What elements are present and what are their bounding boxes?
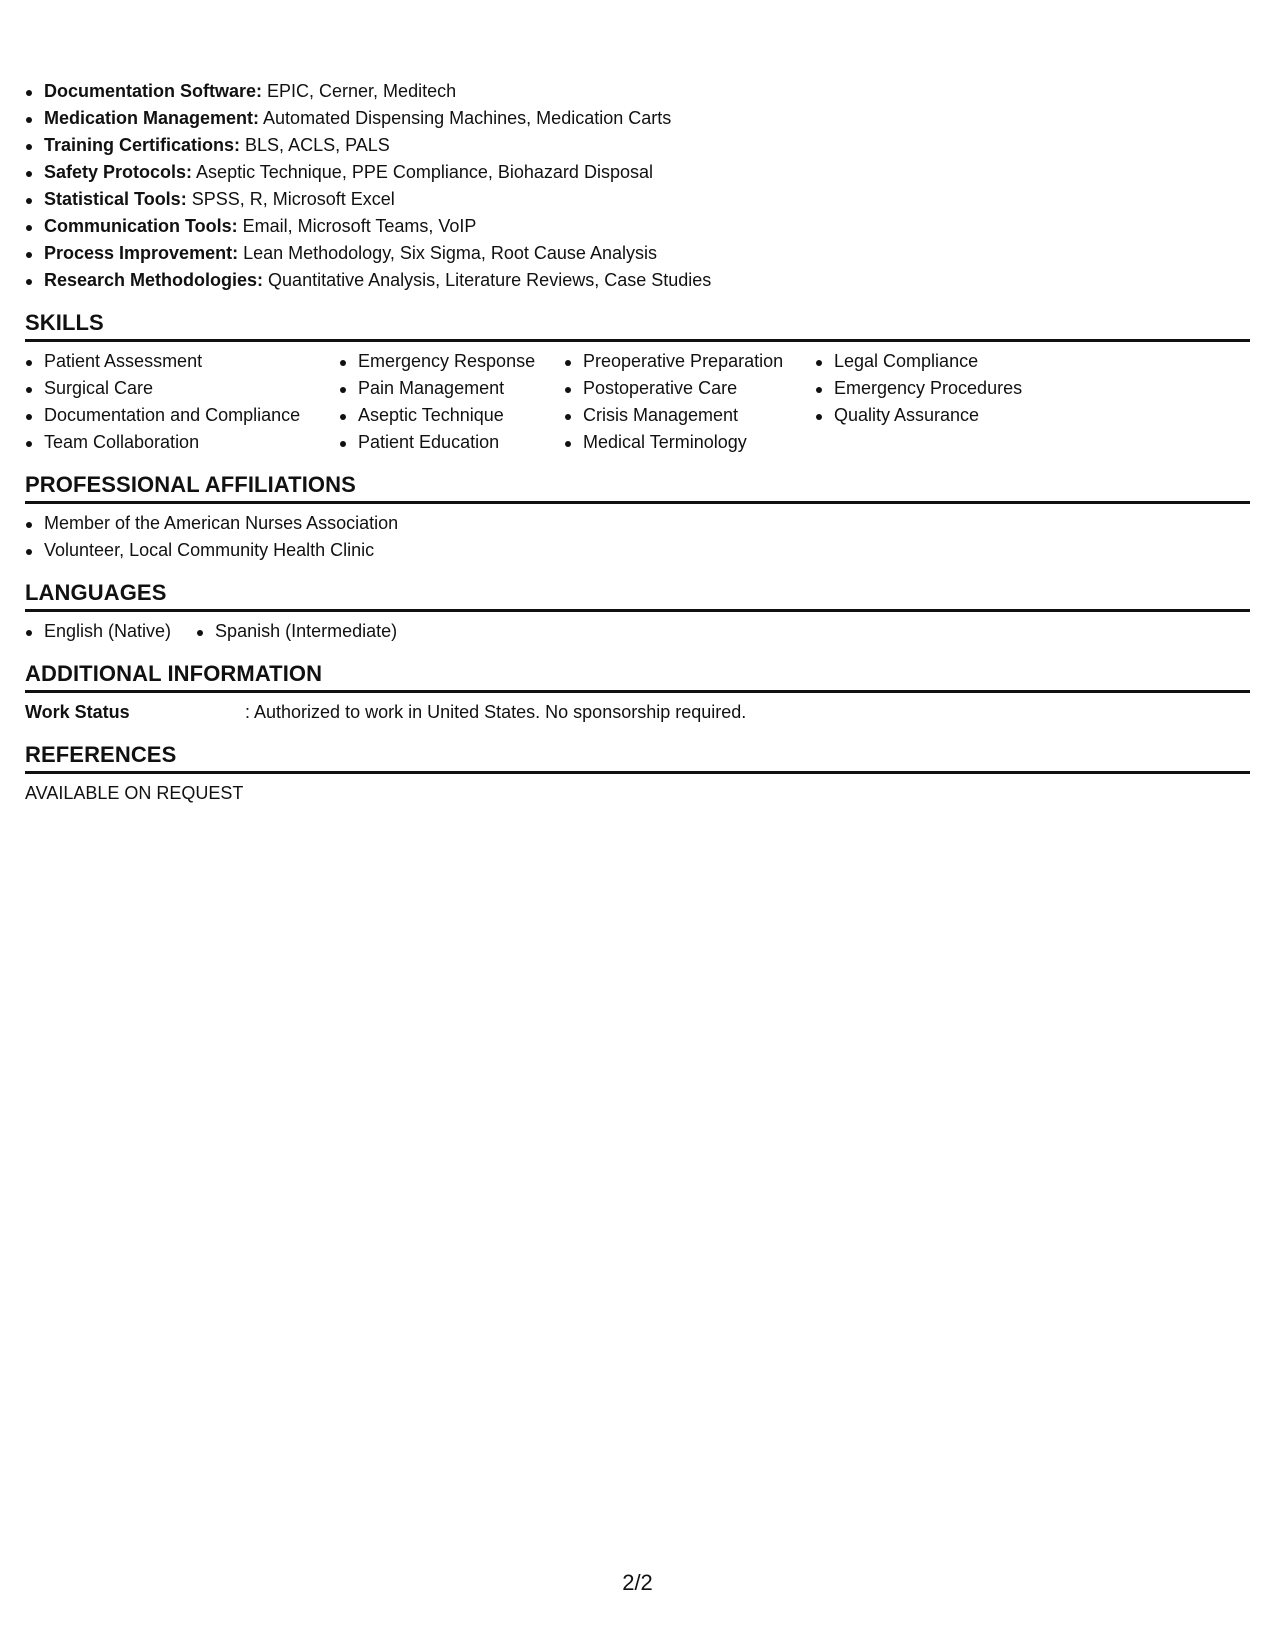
tools-list: [25, 78, 1250, 294]
list-item: Spanish (Intermediate): [196, 618, 397, 645]
list-item: Postoperative Care: [564, 375, 815, 402]
tool-label: Medication Management:: [44, 108, 260, 128]
skills-column: [339, 348, 564, 456]
list-item: Patient Education: [339, 429, 564, 456]
list-item: Member of the American Nurses Association: [25, 510, 1250, 537]
list-item: Crisis Management: [564, 402, 815, 429]
list-item: Medical Terminology: [564, 429, 815, 456]
list-item: Documentation and Compliance: [25, 402, 339, 429]
work-status-row: [25, 699, 1250, 726]
references-section: [25, 742, 1250, 807]
list-item: [25, 159, 1250, 186]
resume-page: [25, 78, 1250, 807]
work-status-value: : Authorized to work in United States. No sponsorship required.: [245, 702, 747, 722]
tool-value: Automated Dispensing Machines, Medication Carts: [259, 108, 672, 128]
references-text: AVAILABLE ON REQUEST: [25, 783, 244, 803]
work-status-label: Work Status: [25, 702, 130, 722]
list-item: Volunteer, Local Community Health Clinic: [25, 537, 1250, 564]
tool-label: Safety Protocols:: [44, 162, 193, 182]
tool-label: Statistical Tools:: [44, 189, 187, 209]
tool-value: Quantitative Analysis, Literature Reviews, Case Studies: [263, 270, 712, 290]
skills-heading: SKILLS: [25, 310, 1250, 342]
list-item: [25, 213, 1250, 240]
list-item: Team Collaboration: [25, 429, 339, 456]
skills-column: [815, 348, 1075, 456]
list-item: Pain Management: [339, 375, 564, 402]
additional-info-section: [25, 661, 1250, 726]
tool-label: Training Certifications:: [44, 135, 241, 155]
tool-label: Process Improvement:: [44, 243, 239, 263]
tool-label: Documentation Software:: [44, 81, 263, 101]
references-heading: REFERENCES: [25, 742, 1250, 774]
list-item: [25, 105, 1250, 132]
list-item: Patient Assessment: [25, 348, 339, 375]
languages-section: [25, 580, 1250, 645]
skills-section: [25, 310, 1250, 456]
list-item: Quality Assurance: [815, 402, 1075, 429]
list-item: Surgical Care: [25, 375, 339, 402]
skills-column: [564, 348, 815, 456]
tool-value: Lean Methodology, Six Sigma, Root Cause Analysis: [238, 243, 657, 263]
tool-label: Communication Tools:: [44, 216, 238, 236]
list-item: Emergency Response: [339, 348, 564, 375]
languages-heading: LANGUAGES: [25, 580, 1250, 612]
list-item: [25, 240, 1250, 267]
affiliations-list: [25, 510, 1250, 564]
list-item: Emergency Procedures: [815, 375, 1075, 402]
list-item: [25, 186, 1250, 213]
skills-column: [25, 348, 339, 456]
affiliations-section: [25, 472, 1250, 564]
skills-grid: [25, 348, 1250, 456]
list-item: Aseptic Technique: [339, 402, 564, 429]
list-item: Legal Compliance: [815, 348, 1075, 375]
additional-info-heading: ADDITIONAL INFORMATION: [25, 661, 1250, 693]
list-item: [25, 267, 1250, 294]
page-number: 2/2: [622, 1570, 653, 1595]
tool-value: Email, Microsoft Teams, VoIP: [237, 216, 477, 236]
list-item: English (Native): [25, 618, 171, 645]
languages-list: [25, 618, 1250, 645]
tool-value: Aseptic Technique, PPE Compliance, Biohazard Disposal: [192, 162, 653, 182]
tool-label: Research Methodologies:: [44, 270, 264, 290]
tool-value: EPIC, Cerner, Meditech: [262, 81, 457, 101]
tool-value: BLS, ACLS, PALS: [240, 135, 390, 155]
list-item: [25, 78, 1250, 105]
list-item: [25, 132, 1250, 159]
tool-value: SPSS, R, Microsoft Excel: [186, 189, 395, 209]
affiliations-heading: PROFESSIONAL AFFILIATIONS: [25, 472, 1250, 504]
list-item: Preoperative Preparation: [564, 348, 815, 375]
